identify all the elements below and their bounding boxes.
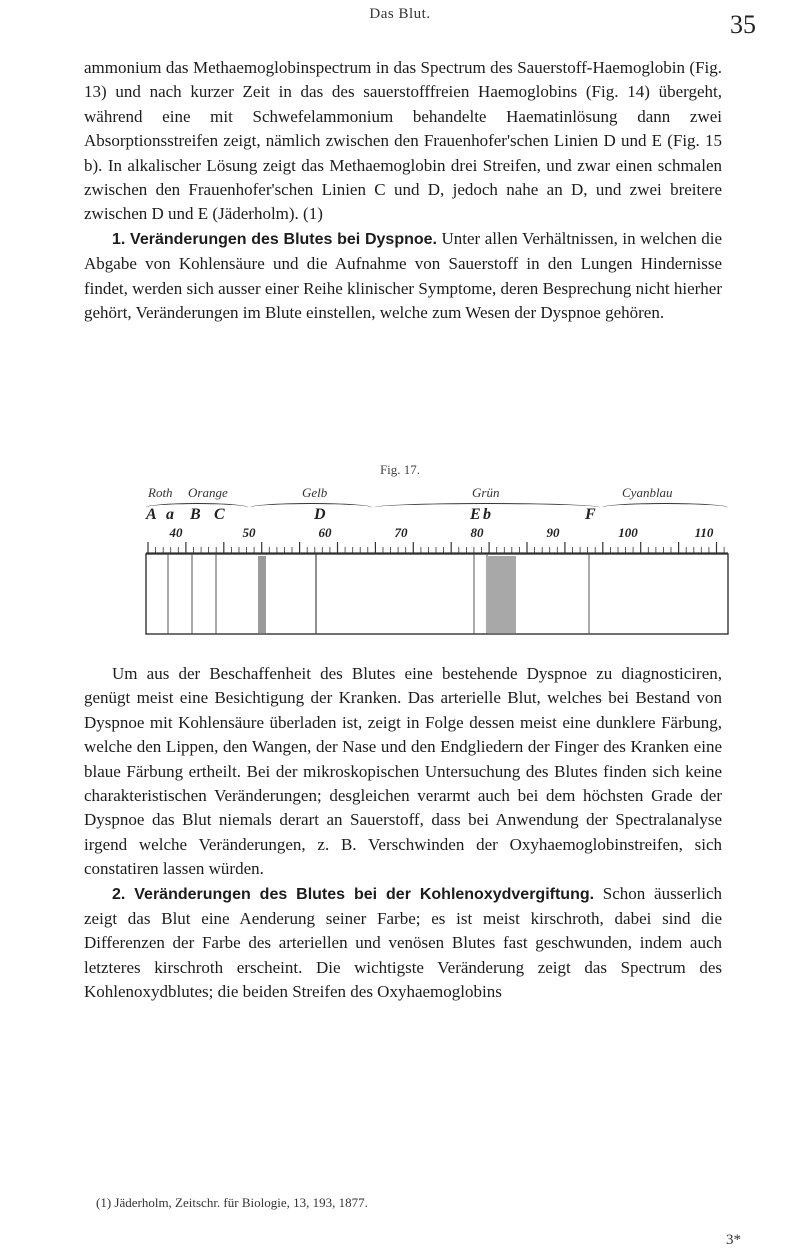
- fraunhofer-line-B: B: [190, 506, 201, 523]
- scale-number: 90: [546, 525, 560, 540]
- section-2: [84, 882, 722, 1005]
- section-2-body: Schon äusserlich zeigt das Blut eine Aenderung seiner Farbe; es ist meist kirschroth, dabei sind die Differenzen der Farbe des arteriellen und venösen Blutes fast geschwunden, indem auch letzteres kirschroth erscheint. Die wichtigste Veränderung zeigt das Spectrum des Kohlenoxydblutes; die beiden Streifen des Oxyhaemoglobins: [84, 883, 722, 1002]
- color-label-roth: Roth: [148, 485, 173, 500]
- paragraph-mid: Um aus der Beschaffenheit des Blutes eine bestehende Dyspnoe zu diagnosticiren, genügt meist eine Besichtigung der Kranken. Das arterielle Blut, welches bei Bestand von Dyspnoe mit Kohlensäure überladen ist, zeigt in Folge dessen meist eine dunklere Färbung, welche den Lippen, den Wangen, der Nase und den Endgliedern der Finger des Kranken eine blaue Färbung ertheilt. Bei der mikroskopischen Untersuchung des Blutes finden sich keine charakteristischen Veränderungen; desgleichen verarmt auch bei dem höchsten Grade der Dyspnoe das Blut niemals derart an Sauerstoff, dass bei Anwendung der Spectralanalyse irgend welche Veränderungen, z. B. Verschwinden der Oxyhaemoglobinstreifen, sich constatiren lassen würden.: [84, 664, 722, 879]
- fraunhofer-line-D: D: [314, 506, 326, 523]
- scale-number: 70: [394, 525, 408, 540]
- scale-number: 60: [318, 525, 332, 540]
- color-label-cyanblau: Cyanblau: [622, 485, 673, 500]
- paragraph-top: ammonium das Methaemoglobinspectrum in das Spectrum des Sauerstoff-Haemoglobin (Fig. 13) und nach kurzer Zeit in das des sauerstofffreien Haemoglobins (Fig. 14) übergeht, während eine mit Schwefelammonium behandelte Haematinlösung dann zwei Absorptionsstreifen zeigt, nämlich zwischen den Frauenhofer'schen Linien D und E (Fig. 15 b). In alkalischer Lösung zeigt das Methaemoglobin drei Streifen, und zwar einen schmalen zwischen den Frauenhofer'schen Linien C und D, jedoch nahe an D, und zwei breitere zwischen D und E (Jäderholm). (1): [84, 58, 722, 224]
- text-block-bottom: [84, 662, 722, 1005]
- scale-number: 50: [242, 525, 256, 540]
- color-label-gruen: Grün: [472, 485, 500, 500]
- figure-caption: Fig. 17.: [379, 462, 421, 477]
- fraunhofer-line-a: a: [166, 506, 174, 523]
- signature-mark: 3*: [726, 1232, 741, 1248]
- spectrum-frame: [146, 554, 728, 634]
- section-1-heading: 1. Veränderungen des Blutes bei Dyspnoe.: [112, 230, 437, 248]
- absorption-band-wide: [488, 556, 516, 633]
- scale-number: 100: [618, 525, 638, 540]
- absorption-band-narrow: [258, 556, 266, 633]
- footnote: (1) Jäderholm, Zeitschr. für Biologie, 13, 193, 1877.: [96, 1195, 368, 1210]
- scale-number: 40: [169, 525, 183, 540]
- color-label-orange: Orange: [188, 485, 228, 500]
- color-label-gelb: Gelb: [302, 485, 328, 500]
- running-head: Das Blut.: [369, 6, 431, 22]
- fraunhofer-line-A: A: [146, 506, 157, 523]
- page-number: 35: [730, 10, 756, 39]
- spectrum-scale-ruler: [146, 542, 728, 553]
- scale-number: 110: [694, 525, 714, 540]
- section-1-body: Unter allen Verhältnissen, in welchen die Abgabe von Kohlensäure und die Aufnahme von Sauerstoff in den Lungen Hindernisse findet, werden sich ausser einer Reihe klinischer Symptome, deren Besprechung nicht hierher gehört, Veränderungen im Blute einstellen, welche zum Wesen der Dyspnoe gehören.: [84, 228, 723, 323]
- scale-number: 80: [470, 525, 484, 540]
- fraunhofer-line-E: E: [470, 506, 481, 523]
- fraunhofer-line-C: C: [214, 506, 225, 523]
- fraunhofer-line-F: F: [585, 506, 596, 523]
- section-2-heading: 2. Veränderungen des Blutes bei der Kohlenoxydvergiftung.: [112, 885, 595, 903]
- fraunhofer-line-b: b: [483, 506, 491, 523]
